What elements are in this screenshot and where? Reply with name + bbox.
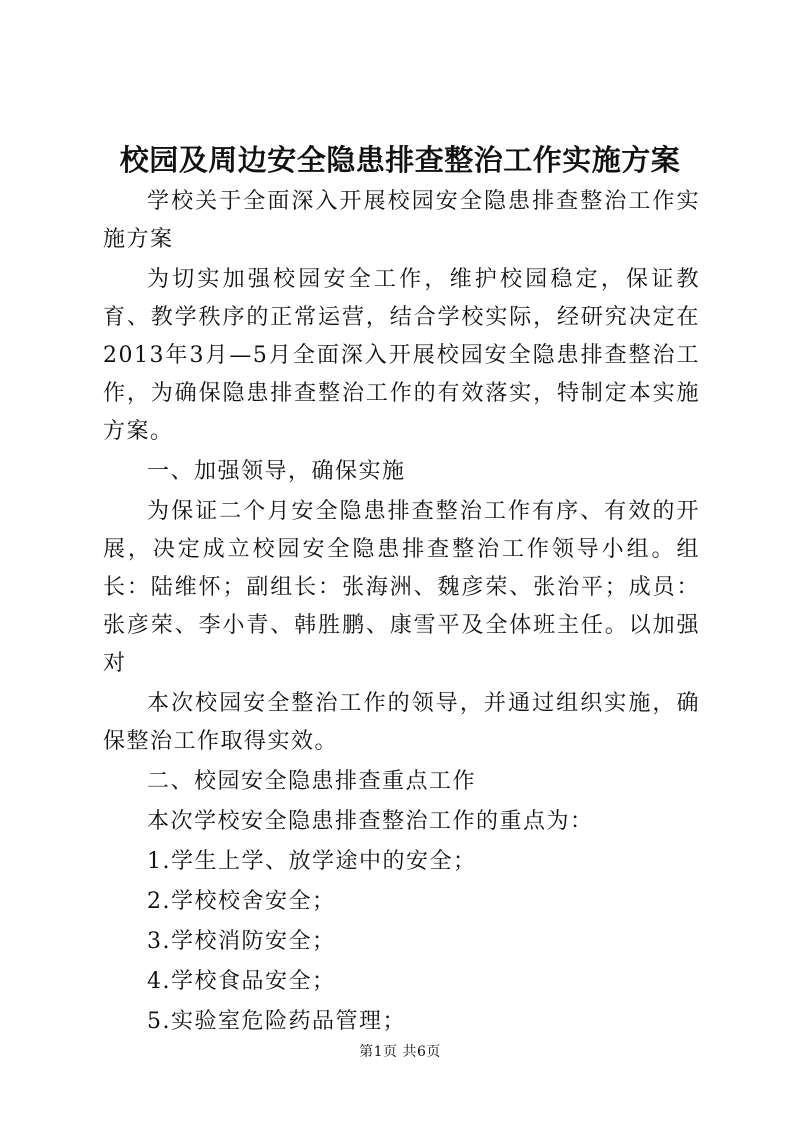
section-heading-2: 二、校园安全隐患排查重点工作	[147, 769, 477, 794]
paragraph-leadership: 为保证二个月安全隐患排查整治工作有序、有效的开展，决定成立校园安全隐患排查整治工作领导小组。组长：陆维怀；副组长：张海洲、魏彦荣、张治平；成员：张彦荣、李小青、韩胜鹏、康雪平及全体班主任。以加强对	[103, 499, 700, 676]
page-footer: 第1页 共6页	[359, 1044, 441, 1060]
list-item: 1.学生上学、放学途中的安全；	[147, 849, 477, 874]
list-item: 3.学校消防安全；	[147, 929, 336, 954]
document-title: 校园及周边安全隐患排查整治工作实施方案	[119, 143, 681, 177]
section-heading-1: 一、加强领导，确保实施	[147, 459, 406, 484]
list-item: 4.学校食品安全；	[147, 969, 336, 994]
paragraph-intro: 为切实加强校园安全工作，维护校园稳定，保证教育、教学秩序的正常运营，结合学校实际，经研究决定在2013年3月—5月全面深入开展校园安全隐患排查整治工作，为确保隐患排查整治工作的有效落实，特制定本实施方案。	[103, 267, 700, 444]
list-item: 2.学校校舍安全；	[147, 889, 336, 914]
paragraph-focus: 本次学校安全隐患排查整治工作的重点为：	[147, 809, 594, 834]
paragraph-leadership-cont: 本次校园安全整治工作的领导，并通过组织实施，确保整治工作取得实效。	[103, 691, 700, 754]
paragraph-subtitle: 学校关于全面深入开展校园安全隐患排查整治工作实施方案	[103, 189, 700, 252]
document-body	[103, 183, 700, 1041]
list-item: 5.实验室危险药品管理；	[147, 1009, 406, 1034]
